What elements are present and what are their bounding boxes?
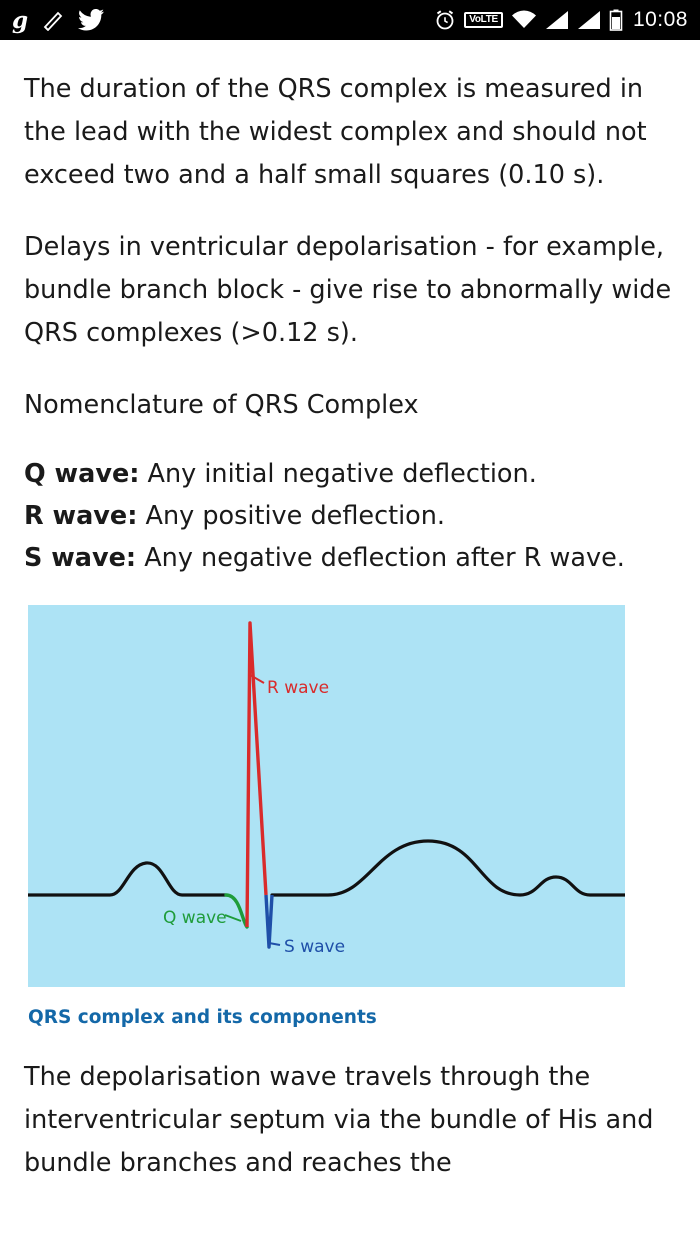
signal-bars-icon — [577, 10, 601, 30]
pen-icon — [42, 9, 64, 31]
r-wave-annotation: R wave — [267, 678, 330, 698]
paragraph-depolarisation-travel: The depolarisation wave travels through the interventricular septum via the bundle of His and bundle branches and reaches the — [24, 1062, 654, 1178]
status-bar-left — [12, 6, 424, 34]
status-bar — [0, 0, 700, 40]
wifi-icon — [511, 10, 537, 30]
google-g-icon: g — [12, 6, 29, 34]
q-wave-leader — [225, 915, 241, 921]
paragraph-depolarisation-delays: Delays in ventricular depolarisation - for example, bundle branch block - give rise to abnormally wide QRS complexes (>0.12 s). — [24, 232, 672, 348]
q-wave-text: Any initial negative deflection. — [139, 459, 537, 489]
list-item — [24, 495, 676, 537]
q-wave-label: Q wave: — [24, 459, 140, 489]
ecg-figure — [28, 605, 625, 987]
q-wave-trace — [226, 895, 247, 927]
status-bar-right — [434, 8, 688, 32]
list-item — [24, 453, 676, 495]
t-wave-trace — [272, 841, 625, 895]
status-bar-clock: 10:08 — [632, 8, 688, 31]
battery-icon — [609, 9, 623, 31]
s-wave-trace — [266, 895, 272, 947]
p-wave-trace — [28, 863, 226, 895]
paragraph-qrs-duration: The duration of the QRS complex is measured in the lead with the widest complex and should not exceed two and a half small squares (0.10 s). — [24, 74, 647, 190]
twitter-bird-icon — [78, 9, 104, 31]
r-wave-text: Any positive deflection. — [137, 501, 446, 531]
r-wave-trace — [247, 623, 266, 927]
section-heading-nomenclature: Nomenclature of QRS Complex — [24, 390, 419, 420]
alarm-clock-icon — [434, 9, 456, 31]
s-wave-text: Any negative deflection after R wave. — [136, 543, 625, 573]
ecg-waveform-diagram — [28, 605, 625, 987]
list-item — [24, 537, 676, 579]
figure-caption: QRS complex and its components — [28, 1007, 377, 1028]
signal-bars-icon — [545, 10, 569, 30]
s-wave-label: S wave: — [24, 543, 137, 573]
s-wave-annotation: S wave — [284, 937, 346, 957]
volte-badge: VoLTE — [464, 12, 503, 29]
r-wave-label: R wave: — [24, 501, 138, 531]
q-wave-annotation: Q wave — [163, 908, 227, 928]
wave-definition-list — [24, 453, 676, 579]
article-content — [0, 40, 700, 1185]
